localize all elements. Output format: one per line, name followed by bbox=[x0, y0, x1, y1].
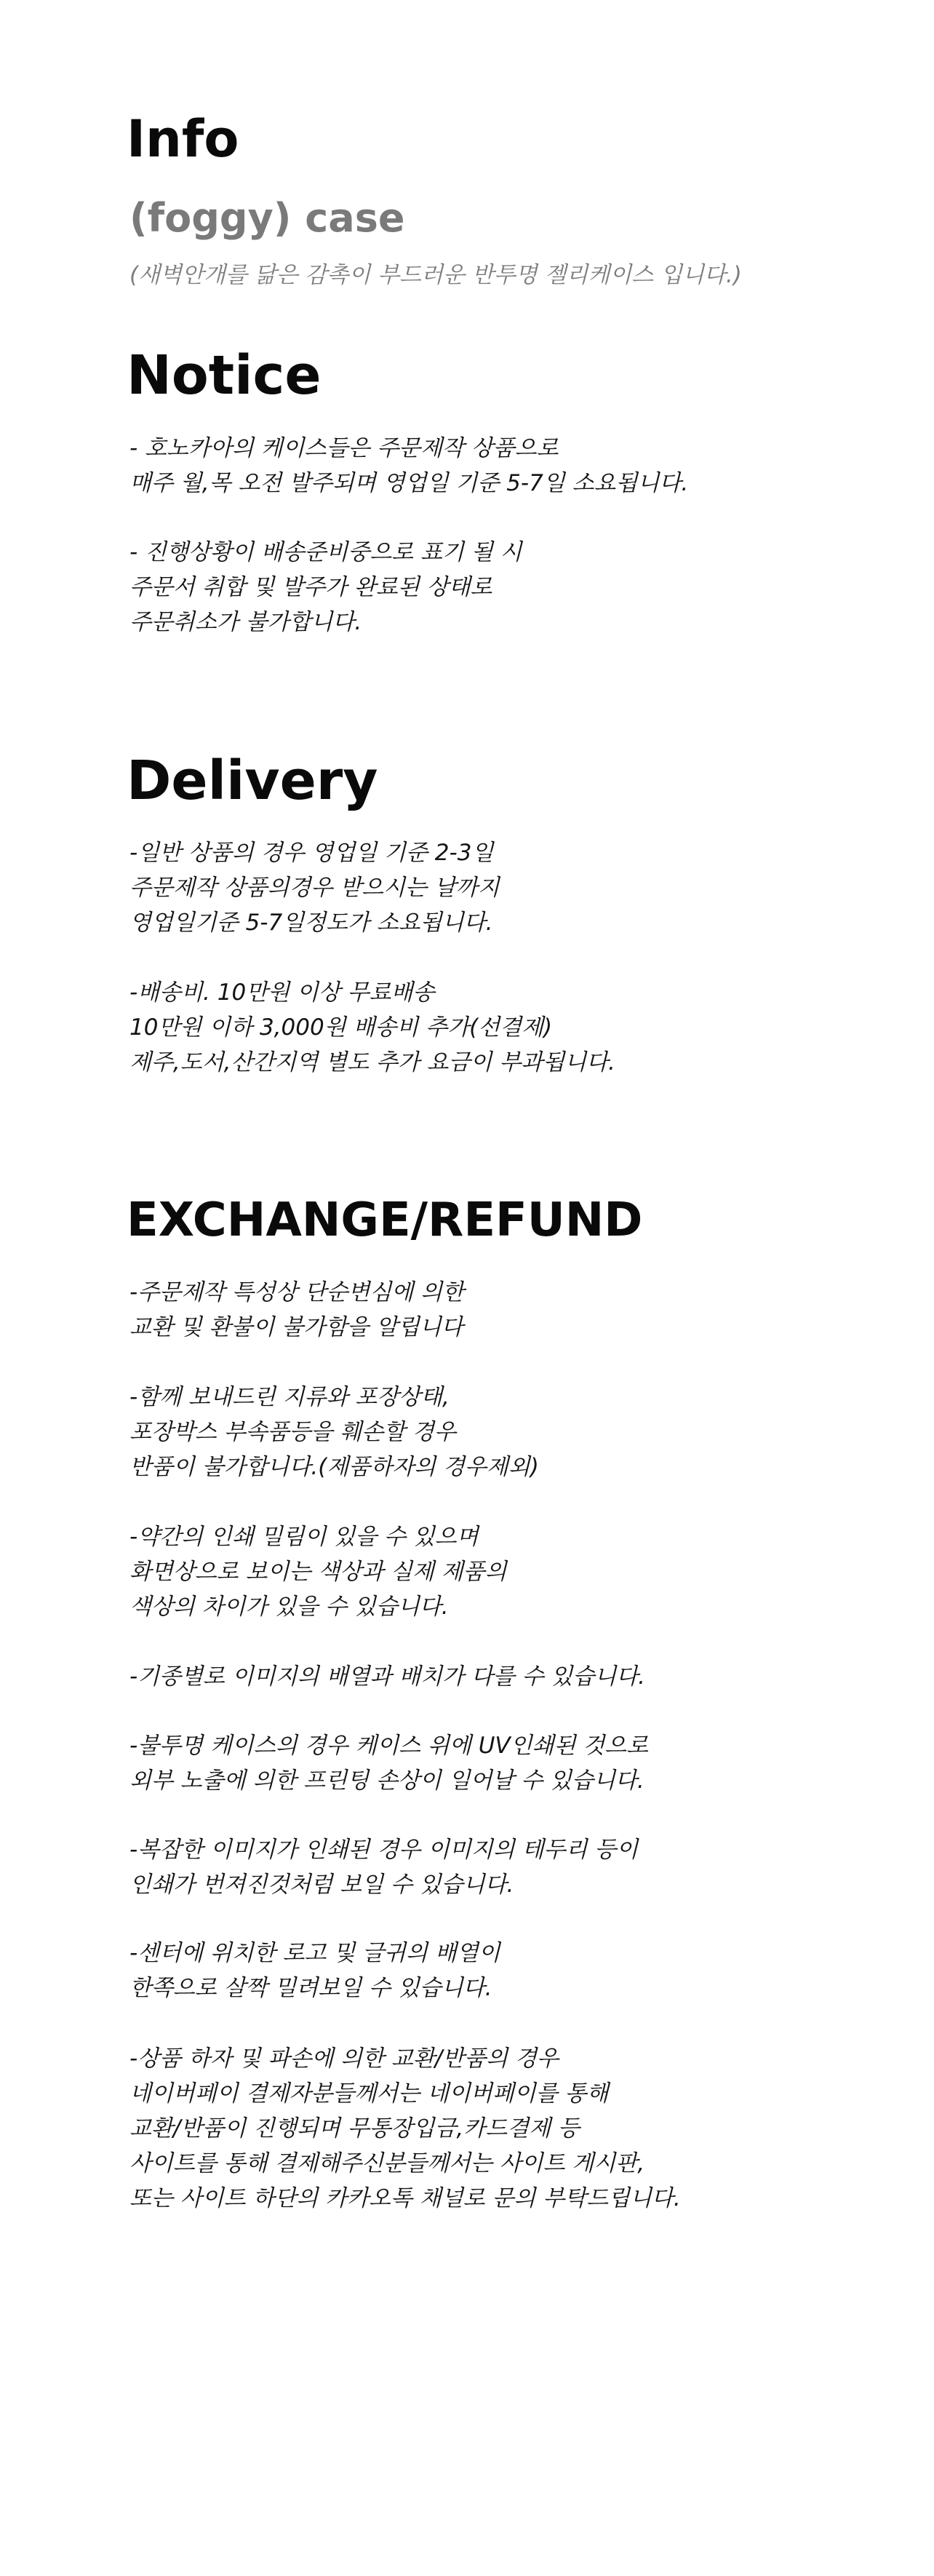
notice-paragraph bbox=[129, 431, 688, 501]
exchange-line: 화면상으로 보이는 색상과 실제 제품의 bbox=[129, 1559, 507, 1585]
delivery-line: 10만원 이하 3,000원 배송비 추가(선결제) bbox=[129, 1014, 553, 1041]
delivery-heading: Delivery bbox=[127, 750, 378, 812]
delivery-line: 주문제작 상품의경우 받으시는 날까지 bbox=[129, 875, 500, 901]
exchange-line: 색상의 차이가 있을 수 있습니다. bbox=[129, 1594, 449, 1620]
exchange-line: -약간의 인쇄 밀림이 있을 수 있으며 bbox=[129, 1524, 479, 1550]
notice-line: 주문취소가 불가합니다. bbox=[129, 609, 362, 635]
delivery-paragraph bbox=[129, 835, 500, 940]
exchange-line: -함께 보내드린 지류와 포장상태, bbox=[129, 1384, 450, 1410]
delivery-paragraph bbox=[129, 975, 615, 1080]
exchange-paragraph bbox=[129, 1519, 507, 1624]
delivery-line: 제주,도서,산간지역 별도 추가 요금이 부과됩니다. bbox=[129, 1049, 615, 1076]
exchange-paragraph bbox=[129, 1728, 648, 1798]
exchange-paragraph bbox=[129, 2041, 681, 2216]
exchange-line: 네이버페이 결제자분들께서는 네이버페이를 통해 bbox=[129, 2080, 609, 2107]
exchange-paragraph bbox=[129, 1832, 638, 1902]
exchange-paragraph bbox=[129, 1380, 539, 1484]
exchange-line: -상품 하자 및 파손에 의한 교환/반품의 경우 bbox=[129, 2046, 559, 2072]
notice-line: 매주 월,목 오전 발주되며 영업일 기준 5-7일 소요됩니다. bbox=[129, 470, 689, 496]
exchange-line: 인쇄가 번져진것처럼 보일 수 있습니다. bbox=[129, 1872, 514, 1898]
exchange-line: 포장박스 부속품등을 훼손할 경우 bbox=[129, 1419, 456, 1445]
exchange-line: 교환 및 환불이 불가함을 알립니다 bbox=[129, 1314, 463, 1340]
exchange-line: 교환/반품이 진행되며 무통장입금,카드결제 등 bbox=[129, 2115, 580, 2142]
exchange-line: -주문제작 특성상 단순변심에 의한 bbox=[129, 1279, 464, 1305]
exchange-line: -복잡한 이미지가 인쇄된 경우 이미지의 테두리 등이 bbox=[129, 1837, 639, 1863]
product-description: (새벽안개를 닮은 감촉이 부드러운 반투명 젤리케이스 입니다.) bbox=[129, 262, 742, 288]
notice-line: - 진행상황이 배송준비중으로 표기 될 시 bbox=[129, 539, 522, 565]
exchange-line: 한쪽으로 살짝 밀려보일 수 있습니다. bbox=[129, 1975, 492, 2001]
exchange-refund-heading: EXCHANGE/REFUND bbox=[127, 1193, 643, 1247]
product-name: (foggy) case bbox=[129, 195, 405, 241]
exchange-line: 사이트를 통해 결제해주신분들께서는 사이트 게시판, bbox=[129, 2150, 645, 2177]
exchange-line: -불투명 케이스의 경우 케이스 위에 UV인쇄된 것으로 bbox=[129, 1733, 649, 1759]
exchange-line: 또는 사이트 하단의 카카오톡 채널로 문의 부탁드립니다. bbox=[129, 2185, 681, 2211]
exchange-line: -기종별로 이미지의 배열과 배치가 다를 수 있습니다. bbox=[129, 1663, 646, 1690]
notice-line: - 호노카아의 케이스들은 주문제작 상품으로 bbox=[129, 435, 559, 461]
exchange-line: -센터에 위치한 로고 및 글귀의 배열이 bbox=[129, 1940, 500, 1966]
exchange-paragraph bbox=[129, 1936, 500, 2005]
notice-paragraph bbox=[129, 535, 522, 640]
delivery-line: 영업일기준 5-7일정도가 소요됩니다. bbox=[129, 910, 493, 936]
delivery-line: -배송비. 10만원 이상 무료배송 bbox=[129, 979, 435, 1006]
notice-heading: Notice bbox=[127, 344, 322, 407]
exchange-paragraph bbox=[129, 1659, 645, 1694]
exchange-line: 반품이 불가합니다.(제품하자의 경우제외) bbox=[129, 1454, 539, 1480]
delivery-line: -일반 상품의 경우 영업일 기준 2-3일 bbox=[129, 840, 494, 866]
notice-line: 주문서 취합 및 발주가 완료된 상태로 bbox=[129, 574, 492, 600]
info-heading: Info bbox=[127, 109, 239, 169]
exchange-line: 외부 노출에 의한 프린팅 손상이 일어날 수 있습니다. bbox=[129, 1768, 644, 1794]
exchange-paragraph bbox=[129, 1275, 464, 1345]
